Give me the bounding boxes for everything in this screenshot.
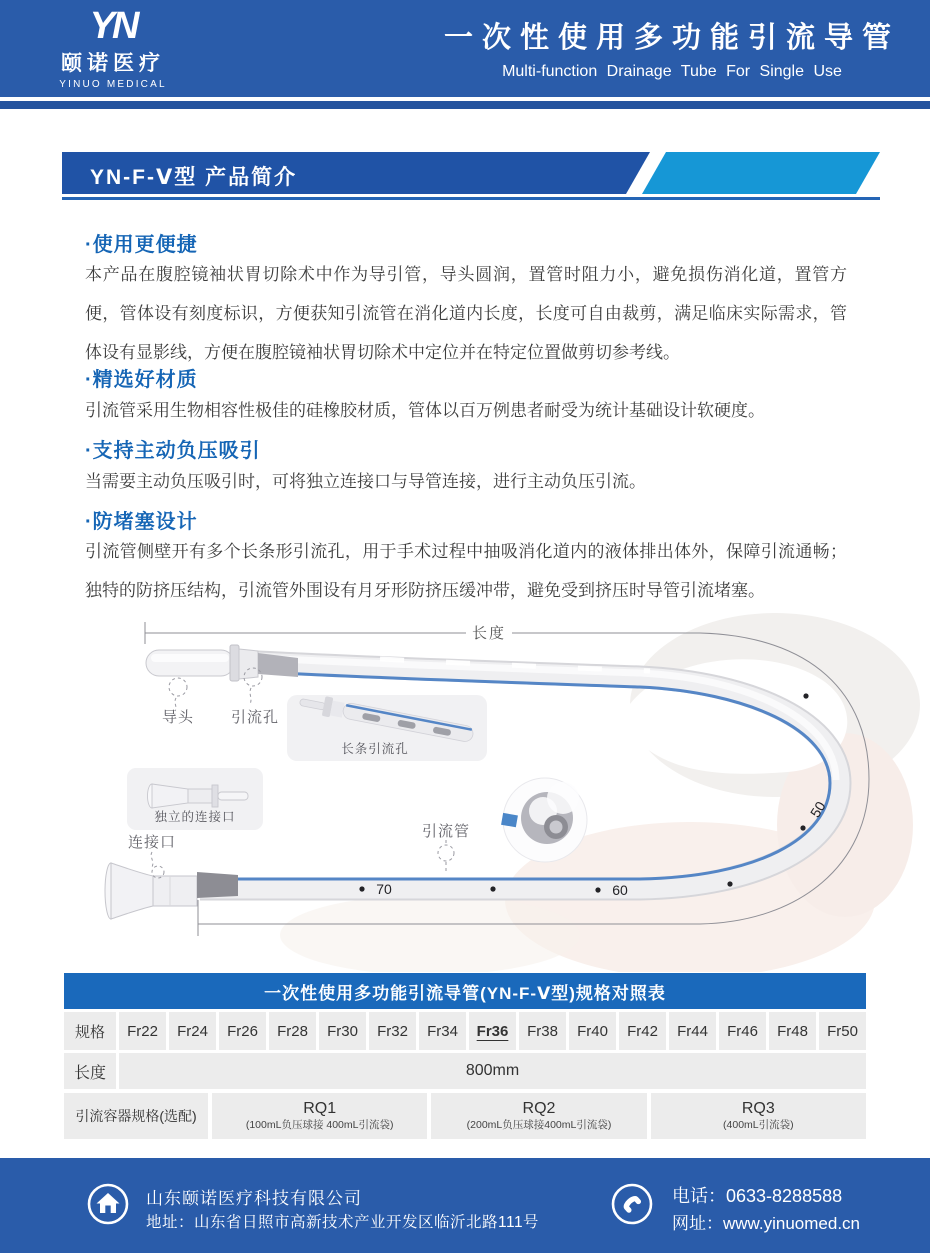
- feature-heading-antiblock: ·防堵塞设计: [85, 511, 198, 533]
- feature-body-suction: 当需要主动负压吸引时，可将独立连接口与导管连接，进行主动负压引流。: [85, 472, 646, 491]
- length-row: [64, 1053, 866, 1089]
- scale-mark-70: 70: [376, 881, 392, 897]
- logo-name-en: YINUO MEDICAL: [59, 79, 167, 90]
- size-cell: Fr38: [519, 1012, 566, 1050]
- feature-body-convenience: 本产品在腹腔镜袖状胃切除术中作为导引管，导头圆润，置管时阻力小，避免损伤消化道，置管方便，管体设有刻度标识，方便获知引流管在消化道内长度，长度可自由裁剪，满足临床实际需求，管体设有显影线，方便在腹腔镜袖状胃切除术中定位并在特定位置做剪切参考线。: [85, 265, 847, 362]
- length-value-cell: 800mm: [119, 1053, 866, 1089]
- section-underline: [62, 197, 880, 200]
- scale-mark-60: 60: [612, 882, 628, 898]
- spec-label-cell: 规格: [64, 1012, 116, 1050]
- home-icon: [86, 1182, 130, 1226]
- container-option-name: RQ2: [522, 1100, 556, 1118]
- footer-phone: 电话：0633-8288588: [672, 1186, 843, 1206]
- size-cell: Fr24: [169, 1012, 216, 1050]
- tip-label: 导头: [161, 709, 195, 726]
- footer-website: 网址：www.yinuomed.cn: [672, 1214, 861, 1233]
- size-cell: Fr36: [469, 1012, 516, 1050]
- connector-label: 连接口: [127, 834, 177, 851]
- scale-mark-50: 50: [806, 798, 829, 821]
- size-cell: Fr32: [369, 1012, 416, 1050]
- container-option-desc: (200mL负压球接400mL引流袋): [466, 1119, 612, 1132]
- length-label-cell: 长度: [64, 1053, 116, 1089]
- logo-name-cn: 颐诺医疗: [61, 52, 165, 75]
- container-option-cell: [431, 1093, 646, 1139]
- length-dimension-label: 长度: [471, 625, 507, 642]
- container-row: [64, 1093, 866, 1139]
- header-bar: [0, 0, 930, 97]
- logo-monogram-icon: YN: [89, 5, 137, 47]
- container-option-cell: [212, 1093, 427, 1139]
- footer-company-name: 山东颐诺医疗科技有限公司: [146, 1189, 362, 1208]
- feature-body-antiblock: 引流管侧壁开有多个长条形引流孔，用于手术过程中抽吸消化道内的液体排出体外，保障引流通畅；独特的防挤压结构，引流管外围设有月牙形防挤压缓冲带，避免受到挤压时导管引流堵塞。: [85, 542, 847, 600]
- feature-heading-material: ·精选好材质: [85, 369, 198, 391]
- spec-size-row: [64, 1012, 866, 1050]
- title-chinese: 一次性使用多功能引流导管: [443, 22, 900, 54]
- spec-table: [64, 973, 866, 1139]
- document-title: [432, 15, 912, 81]
- size-cell: Fr40: [569, 1012, 616, 1050]
- section-title: YN-F-Ⅴ型 产品简介: [90, 166, 298, 189]
- size-cell: Fr26: [219, 1012, 266, 1050]
- independent-connector-inset: [127, 768, 263, 830]
- size-cell: Fr34: [419, 1012, 466, 1050]
- company-logo: [38, 6, 188, 90]
- container-option-name: RQ1: [303, 1100, 337, 1118]
- feature-heading-suction: ·支持主动负压吸引: [85, 440, 261, 462]
- size-cell: Fr22: [119, 1012, 166, 1050]
- size-cell: Fr30: [319, 1012, 366, 1050]
- size-cell: Fr44: [669, 1012, 716, 1050]
- title-english: Multi-function Drainage Tube For Single Use: [502, 63, 842, 80]
- section-banner-light: [642, 152, 880, 194]
- strip-hole-inset: [287, 692, 487, 761]
- spec-table-title: 一次性使用多功能引流导管(YN-F-Ⅴ型)规格对照表: [64, 973, 866, 1009]
- size-cell: Fr48: [769, 1012, 816, 1050]
- feature-heading-convenience: ·使用更便捷: [85, 234, 198, 256]
- size-cell: Fr28: [269, 1012, 316, 1050]
- container-label-cell: 引流容器规格(选配): [64, 1093, 208, 1139]
- container-option-name: RQ3: [741, 1100, 775, 1118]
- header-divider-stripe: [0, 101, 930, 109]
- feature-body-material: 引流管采用生物相容性极佳的硅橡胶材质，管体以百万例患者耐受为统计基础设计软硬度。: [85, 401, 765, 420]
- tube-cross-section-inset: [501, 778, 587, 862]
- product-diagram: [0, 600, 930, 972]
- strip-hole-label: 长条引流孔: [341, 742, 409, 756]
- container-option-desc: (400mL引流袋): [723, 1119, 794, 1132]
- size-cell: Fr46: [719, 1012, 766, 1050]
- size-cell: Fr42: [619, 1012, 666, 1050]
- footer-address: 地址：山东省日照市高新技术产业开发区临沂北路111号: [146, 1214, 540, 1231]
- container-option-cell: [651, 1093, 866, 1139]
- container-option-desc: (100mL负压球接 400mL引流袋): [245, 1119, 394, 1132]
- drain-hole-label: 引流孔: [230, 709, 280, 726]
- phone-icon: [610, 1182, 654, 1226]
- independent-connector-label: 独立的连接口: [154, 810, 236, 824]
- size-cell: Fr50: [819, 1012, 866, 1050]
- tube-label: 引流管: [421, 823, 471, 840]
